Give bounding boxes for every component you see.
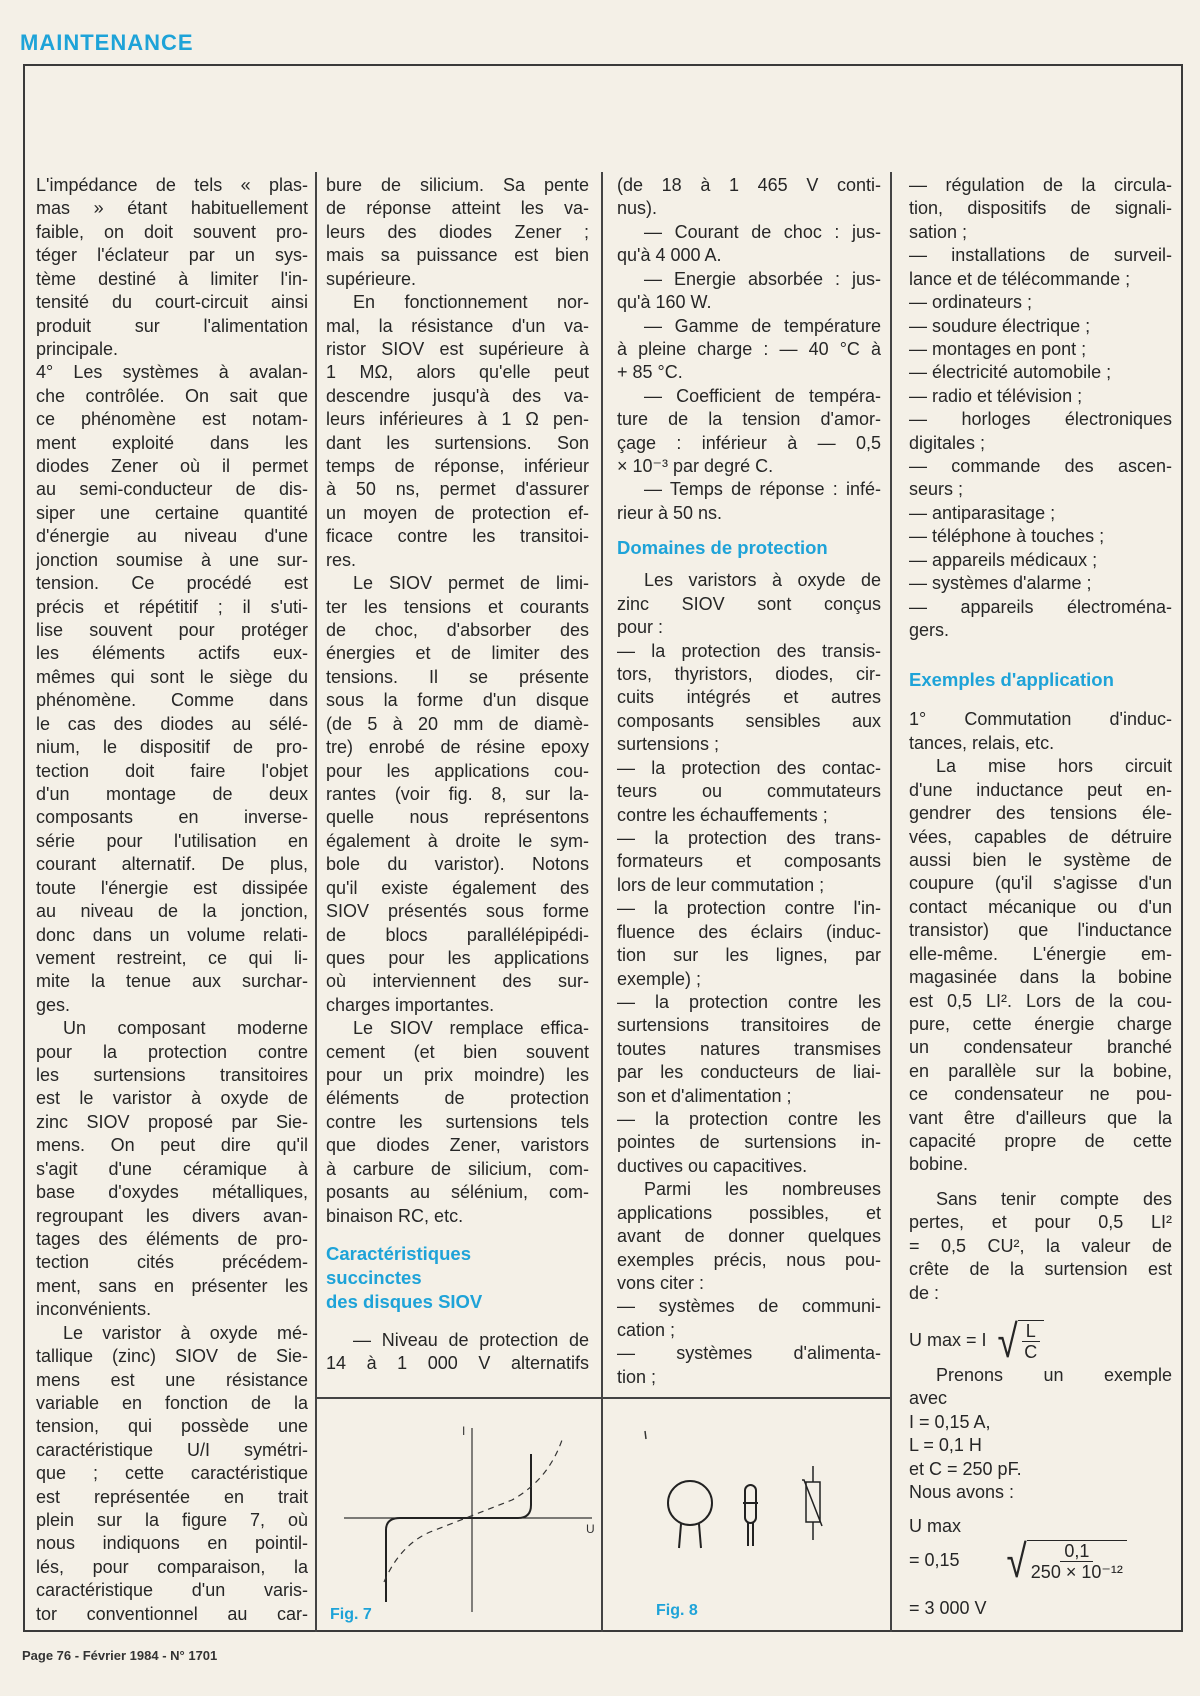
text-line: pointes de surtensions in- xyxy=(617,1132,881,1153)
text-line: éléments de protection xyxy=(326,1088,589,1109)
text-line: zinc SIOV sont conçus xyxy=(617,593,881,614)
varistor-disc-side-view xyxy=(743,1485,758,1546)
paragraph xyxy=(909,755,1172,1177)
text-line: d'une inductance peut en- xyxy=(909,779,1172,800)
text-line: ristor SIOV est supérieure à xyxy=(326,338,589,359)
column-divider xyxy=(890,172,892,1632)
text-line: est 0,5 LI². Lors de la cou- xyxy=(909,990,1172,1011)
text-line: temps de réponse, inférieur xyxy=(326,456,589,477)
text-line: inconvénients. xyxy=(36,1299,152,1320)
text-line: — systèmes d'alimenta- xyxy=(617,1343,881,1364)
text-line: rantes (voir fig. 8, sur la- xyxy=(326,783,589,804)
text-line: quelle nous représentons xyxy=(326,807,589,828)
heading-line: Caractéristiques xyxy=(326,1242,471,1264)
paragraph xyxy=(909,1515,1172,1538)
text-line: — radio et télévision ; xyxy=(909,385,1083,406)
text-line: Prenons un exemple xyxy=(936,1364,1172,1385)
figure-7-caption: Fig. 7 xyxy=(330,1606,372,1623)
text-line: transistor) que l'inductance xyxy=(909,920,1172,941)
paragraph xyxy=(617,385,881,479)
column-4 xyxy=(909,174,1172,1620)
text-line: principale. xyxy=(36,338,119,359)
text-line: mais sa puissance est bien xyxy=(326,245,589,266)
text-line: les éléments actifs eux- xyxy=(36,643,308,664)
paragraph xyxy=(909,455,1172,502)
text-line: nous indiquons en pointil- xyxy=(36,1533,308,1554)
page-footer: Page 76 - Février 1984 - N° 1701 xyxy=(22,1648,218,1663)
text-line: ce condensateur ne pou- xyxy=(909,1084,1172,1105)
text-line: Les varistors à oxyde de xyxy=(644,570,881,591)
text-line: contre les échauffements ; xyxy=(617,804,828,825)
text-line: — commande des ascen- xyxy=(909,456,1172,477)
text-line: tor conventionnel au car- xyxy=(36,1603,308,1624)
text-line: mêmes qui sont le siège du xyxy=(36,666,308,687)
paragraph xyxy=(909,291,1172,314)
text-line: à carbure de silicium, com- xyxy=(326,1158,589,1179)
text-line: U max xyxy=(909,1515,962,1536)
text-line: qu'à 4 000 A. xyxy=(617,245,722,266)
text-line: courant alternatif. De plus, xyxy=(36,854,308,875)
paragraph xyxy=(36,1017,308,1321)
text-line: seurs ; xyxy=(909,479,964,500)
text-line: le cas des diodes au sélé- xyxy=(36,713,308,734)
text-line: fluence des éclairs (induc- xyxy=(617,921,881,942)
text-line: toutes natures transmises xyxy=(617,1038,881,1059)
text-line: mite la tenue aux surchar- xyxy=(36,971,308,992)
text-line: pour les applications cou- xyxy=(326,760,589,781)
text-line: ques pour les applications xyxy=(326,947,589,968)
figure-8-varistor-drawings xyxy=(603,1399,890,1631)
axis-label-i: I xyxy=(462,1424,466,1438)
text-line: diodes Zener où il permet xyxy=(36,456,308,477)
text-line: magasinée dans la bobine xyxy=(909,967,1172,988)
text-line: de choc, d'absorber des xyxy=(326,620,589,641)
text-line: — appareils électroména- xyxy=(909,596,1172,617)
text-line: descendre jusqu'à des va- xyxy=(326,385,589,406)
paragraph xyxy=(909,502,1172,525)
text-line: (de 18 à 1 465 V conti- xyxy=(617,175,881,195)
text-line: tème destiné à limiter l'in- xyxy=(36,268,308,289)
text-line: tension. Ce procédé est xyxy=(36,573,308,594)
text-line: exemple) ; xyxy=(617,968,702,989)
text-line: toute l'énergie est dissipée xyxy=(36,877,308,898)
text-line: au semi-conducteur de dis- xyxy=(36,479,308,500)
text-line: — la protection des transis- xyxy=(617,640,881,661)
text-line: 14 à 1 000 V alternatifs xyxy=(326,1353,589,1374)
siov-curve-solid xyxy=(386,1454,531,1602)
text-line: — ordinateurs ; xyxy=(909,292,1033,313)
text-line: d'un montage de deux xyxy=(36,783,308,804)
text-line: — montages en pont ; xyxy=(909,338,1087,359)
text-line: tensité du court-circuit ainsi xyxy=(36,292,308,313)
text-line: bobine. xyxy=(909,1154,969,1175)
text-line: son et d'alimentation ; xyxy=(617,1085,792,1106)
paragraph xyxy=(617,221,881,268)
text-line: exemples précis, nous pou- xyxy=(617,1249,881,1270)
heading-line: succinctes xyxy=(326,1266,422,1288)
text-line: gendrer des tensions éle- xyxy=(909,803,1172,824)
text-line: lance et de télécommande ; xyxy=(909,268,1131,289)
text-line: vons citer : xyxy=(617,1272,705,1293)
text-line: rieur à 50 ns. xyxy=(617,502,723,523)
paragraph xyxy=(617,174,881,221)
text-line: — la protection des trans- xyxy=(617,827,881,848)
text-line: ficace contre les transitoi- xyxy=(326,526,589,547)
text-line: supérieure. xyxy=(326,268,417,289)
paragraph xyxy=(909,361,1172,384)
text-line: tages des éléments de pro- xyxy=(36,1228,308,1249)
paragraph xyxy=(909,315,1172,338)
text-line: avant de donner quelques xyxy=(617,1226,881,1247)
text-line: à pleine charge : — 40 °C à xyxy=(617,338,881,359)
text-line: binaison RC, etc. xyxy=(326,1205,464,1226)
paragraph xyxy=(617,640,881,757)
heading-line: des disques SIOV xyxy=(326,1290,483,1312)
text-line: série pour l'utilisation en xyxy=(36,830,308,851)
text-line: d'énergie au niveau d'une xyxy=(36,526,308,547)
text-line: + 85 °C. xyxy=(617,362,683,383)
text-line: — la protection contre les xyxy=(617,991,881,1012)
text-line: — régulation de la circula- xyxy=(909,175,1172,195)
text-line: avec xyxy=(909,1388,948,1409)
text-line: — soudure électrique ; xyxy=(909,315,1091,336)
text-line: surtensions ; xyxy=(617,734,720,755)
text-line: base d'oxydes métalliques, xyxy=(36,1182,308,1203)
text-line: — Energie absorbée : jus- xyxy=(644,268,881,289)
heading-line: Domaines de protection xyxy=(617,537,828,559)
text-line: que diodes Zener, varistors xyxy=(326,1135,589,1156)
text-line: bole du varistor). Notons xyxy=(326,854,589,875)
axis-label-u: U xyxy=(586,1522,595,1536)
text-line: de : xyxy=(909,1282,940,1303)
text-line: tection cités précédem- xyxy=(36,1252,308,1273)
text-line: pour : xyxy=(617,617,664,638)
fraction xyxy=(1027,1540,1127,1582)
paragraph xyxy=(617,268,881,315)
text-line: regroupant les divers avan- xyxy=(36,1205,308,1226)
text-line: crête de la surtension est xyxy=(909,1259,1172,1280)
paragraph xyxy=(909,408,1172,455)
section-header: MAINTENANCE xyxy=(20,30,194,55)
text-line: = 0,5 CU², la valeur de xyxy=(909,1235,1172,1256)
heading-line: Exemples d'application xyxy=(909,669,1114,691)
column-2 xyxy=(326,174,589,1376)
formula-lhs: U max = I xyxy=(909,1330,987,1351)
text-line: caractéristique d'un varis- xyxy=(36,1580,308,1601)
text-line: bure de silicium. Sa pente xyxy=(326,175,589,195)
text-line: faible, on doit souvent pro- xyxy=(36,221,308,242)
text-line: — Coefficient de tempéra- xyxy=(644,385,881,406)
text-line: — la protection contre l'in- xyxy=(617,898,881,919)
paragraph xyxy=(909,1597,1172,1620)
paragraph xyxy=(617,1342,881,1389)
text-line: phénomène. Comme dans xyxy=(36,690,308,711)
text-line: Un composant moderne xyxy=(63,1018,308,1039)
text-line: mas » étant habituellement xyxy=(36,198,308,219)
text-line: plein sur la figure 7, où xyxy=(36,1510,308,1531)
text-line: digitales ; xyxy=(909,432,986,453)
paragraph xyxy=(909,1458,1172,1481)
text-line: tion sur les lignes, par xyxy=(617,945,881,966)
paragraph xyxy=(617,757,881,827)
paragraph xyxy=(326,572,589,1017)
paragraph xyxy=(909,1364,1172,1411)
text-line: I = 0,15 A, xyxy=(909,1411,991,1432)
paragraph xyxy=(617,1295,881,1342)
text-line: vant être d'ailleurs que la xyxy=(909,1107,1172,1128)
text-line: che contrôlée. On sait que xyxy=(36,385,308,406)
paragraph xyxy=(909,244,1172,291)
text-line: ter les tensions et courants xyxy=(326,596,589,617)
text-line: — la protection contre les xyxy=(617,1109,881,1130)
text-line: × 10⁻³ par degré C. xyxy=(617,456,774,477)
paragraph xyxy=(326,174,589,291)
paragraph xyxy=(326,1017,589,1228)
text-line: applications possibles, et xyxy=(617,1202,881,1223)
text-line: Le SIOV remplace effica- xyxy=(353,1018,589,1039)
text-line: zinc SIOV proposé par Sie- xyxy=(36,1111,308,1132)
text-line: variable en fonction de la xyxy=(36,1392,308,1413)
text-line: est représentée en trait xyxy=(36,1486,308,1507)
numerator: L xyxy=(1022,1321,1040,1342)
text-line: tre) enrobé de résine epoxy xyxy=(326,737,589,758)
column-1 xyxy=(36,174,308,1626)
text-line: contre les surtensions tels xyxy=(326,1111,589,1132)
text-line: que ; cette caractéristique xyxy=(36,1463,308,1484)
text-line: nus). xyxy=(617,198,658,219)
text-line: L = 0,1 H xyxy=(909,1435,982,1456)
text-line: mens est une résistance xyxy=(36,1369,308,1390)
text-line: un condensateur branché xyxy=(909,1037,1172,1058)
text-line: tallique (zinc) SIOV de Sie- xyxy=(36,1346,308,1367)
text-line: La mise hors circuit xyxy=(936,756,1172,777)
text-line: tion, dispositifs de signali- xyxy=(909,198,1172,219)
text-line: téger l'éclateur par un sys- xyxy=(36,245,308,266)
text-line: pertes, et pour 0,5 LI² xyxy=(909,1212,1172,1233)
text-line: qu'il existe également des xyxy=(326,877,589,898)
text-line: où interviennent des sur- xyxy=(326,971,589,992)
text-line: leurs des diodes Zener ; xyxy=(326,221,589,242)
text-line: qu'à 160 W. xyxy=(617,292,712,313)
text-line: — Niveau de protection de xyxy=(353,1329,589,1350)
text-line: — appareils médicaux ; xyxy=(909,549,1098,570)
text-line: formateurs et composants xyxy=(617,851,881,872)
text-line: tors, thyristors, diodes, cir- xyxy=(617,664,881,685)
text-line: cation ; xyxy=(617,1319,676,1340)
paragraph xyxy=(36,1322,308,1626)
text-line: leurs inférieures à 1 Ω pen- xyxy=(326,409,589,430)
text-line: capacité propre de cette xyxy=(909,1131,1172,1152)
paragraph xyxy=(326,291,589,572)
text-line: ture de la tension d'amor- xyxy=(617,409,881,430)
text-line: dant les surtensions. Son xyxy=(326,432,589,453)
figure-8-caption: Fig. 8 xyxy=(656,1602,698,1619)
figure-7-characteristic-plot xyxy=(316,1399,601,1631)
text-line: Sans tenir compte des xyxy=(936,1188,1172,1209)
text-line: tensions. Il se présente xyxy=(326,666,589,687)
text-line: çage : inférieur à — 0,5 xyxy=(617,432,881,453)
paragraph xyxy=(617,1108,881,1178)
paragraph xyxy=(909,525,1172,548)
denominator: C xyxy=(1024,1341,1038,1362)
paragraph xyxy=(909,338,1172,361)
paragraph xyxy=(617,315,881,385)
text-line: lés, pour comparaison, la xyxy=(36,1556,308,1577)
text-line: surtensions transitoires de xyxy=(617,1015,881,1036)
paragraph xyxy=(617,897,881,991)
text-line: = 3 000 V xyxy=(909,1597,987,1618)
text-line: ges. xyxy=(36,994,71,1015)
text-line: — installations de surveil- xyxy=(909,245,1172,266)
text-line: — électricité automobile ; xyxy=(909,362,1112,383)
text-line: également à droite le sym- xyxy=(326,830,589,851)
text-line: 1° Commutation d'induc- xyxy=(909,709,1172,730)
text-line: ductives ou capacitives. xyxy=(617,1155,808,1176)
text-line: mens. On peut dire qu'il xyxy=(36,1135,308,1156)
text-line: vement restreint, ce qui li- xyxy=(36,947,308,968)
square-root-sign: √ xyxy=(997,1314,1018,1367)
paragraph xyxy=(909,572,1172,595)
paragraph xyxy=(36,361,308,1017)
text-line: donc dans un volume relati- xyxy=(36,924,308,945)
section-heading xyxy=(326,1242,589,1314)
formula-lhs: = 0,15 xyxy=(909,1550,960,1571)
text-line: au niveau de la jonction, xyxy=(36,901,308,922)
text-line: lise souvent pour protéger xyxy=(36,620,308,641)
text-line: tances, relais, etc. xyxy=(909,732,1055,753)
fraction xyxy=(1018,1320,1044,1362)
text-line: — horloges électroniques xyxy=(909,409,1172,430)
text-line: nium, le dispositif de pro- xyxy=(36,737,308,758)
text-line: par les conducteurs de liai- xyxy=(617,1062,881,1083)
paragraph xyxy=(909,596,1172,643)
text-line: ment, sans en présenter les xyxy=(36,1275,308,1296)
text-line: composants en inverse- xyxy=(36,807,308,828)
text-line: — téléphone à touches ; xyxy=(909,526,1105,547)
text-line: — Temps de réponse : infé- xyxy=(644,479,881,500)
paragraph xyxy=(326,1329,589,1376)
paragraph xyxy=(617,569,881,639)
text-line: cuits intégrés et autres xyxy=(617,687,881,708)
paragraph xyxy=(909,1188,1172,1305)
text-line: tion ; xyxy=(617,1366,657,1387)
text-line: En fonctionnement nor- xyxy=(353,292,589,313)
text-line: charges importantes. xyxy=(326,994,495,1015)
paragraph xyxy=(617,827,881,897)
text-line: (de 5 à 20 mm de diamè- xyxy=(326,713,589,734)
paragraph xyxy=(617,478,881,525)
text-line: SIOV présentés sous forme xyxy=(326,901,589,922)
varistor-disc-front-view xyxy=(668,1481,712,1548)
text-line: siper une certaine quantité xyxy=(36,502,308,523)
text-line: posants au sélénium, com- xyxy=(326,1182,589,1203)
text-line: sous la forme d'un disque xyxy=(326,690,589,711)
conventional-varistor-curve-dashed xyxy=(384,1440,562,1582)
text-line: caractéristique U/I symétri- xyxy=(36,1439,308,1460)
paragraph xyxy=(909,174,1172,244)
text-line: — antiparasitage ; xyxy=(909,502,1056,523)
denominator: 250 × 10⁻¹² xyxy=(1030,1561,1123,1582)
paragraph xyxy=(909,549,1172,572)
text-line: s'agit d'une céramique à xyxy=(36,1158,308,1179)
text-line: composants sensibles aux xyxy=(617,710,881,731)
paragraph xyxy=(909,1481,1172,1504)
paragraph xyxy=(909,708,1172,755)
text-line: énergies et de limiter des xyxy=(326,643,589,664)
text-line: aussi bien le système de xyxy=(909,849,1172,870)
text-line: Le SIOV permet de limi- xyxy=(353,573,589,594)
text-line: teurs ou commutateurs xyxy=(617,781,881,802)
formula xyxy=(909,1314,1172,1367)
text-line: pure, cette énergie charge xyxy=(909,1013,1172,1034)
formula xyxy=(909,1534,1172,1587)
square-root-sign: √ xyxy=(1006,1534,1027,1587)
paragraph xyxy=(36,174,308,361)
text-line: les surtensions transitoires xyxy=(36,1065,308,1086)
text-line: coupure (qu'il s'agisse d'un xyxy=(909,873,1172,894)
text-line: et C = 250 pF. xyxy=(909,1458,1022,1479)
text-line: — Courant de choc : jus- xyxy=(644,221,881,242)
text-line: un moyen de protection ef- xyxy=(326,502,589,523)
text-line: contact mécanique ou d'un xyxy=(909,896,1172,917)
text-line: cement (et bien souvent xyxy=(326,1041,589,1062)
text-line: tection doit faire l'objet xyxy=(36,760,308,781)
text-line: lors de leur commutation ; xyxy=(617,874,825,895)
text-line: ce phénomène est notam- xyxy=(36,409,308,430)
text-line: de réponse atteint les va- xyxy=(326,198,589,219)
text-line: précis et répétitif ; il s'uti- xyxy=(36,596,308,617)
text-line: — Gamme de température xyxy=(644,315,881,336)
text-line: — systèmes de communi- xyxy=(617,1296,881,1317)
text-line: gers. xyxy=(909,620,950,641)
text-line: 1 MΩ, alors qu'elle peut xyxy=(326,362,589,383)
text-line: vées, capables de détruire xyxy=(909,826,1172,847)
paragraph xyxy=(909,385,1172,408)
paragraph xyxy=(909,1411,1172,1434)
text-line: — systèmes d'alarme ; xyxy=(909,573,1092,594)
text-line: pour la protection contre xyxy=(36,1041,308,1062)
text-line: Parmi les nombreuses xyxy=(644,1179,881,1200)
paragraph xyxy=(617,1178,881,1295)
text-line: res. xyxy=(326,549,357,570)
text-line: Le varistor à oxyde mé- xyxy=(63,1322,308,1343)
text-line: — la protection des contac- xyxy=(617,757,881,778)
text-line: produit sur l'alimentation xyxy=(36,315,308,336)
text-line: Nous avons : xyxy=(909,1482,1015,1503)
section-heading xyxy=(909,668,1172,692)
text-line: à 50 ns, permet d'assurer xyxy=(326,479,589,500)
text-line: tension, qui possède une xyxy=(36,1416,308,1437)
text-line: de blocs parallélépipédi- xyxy=(326,924,589,945)
text-line: est le varistor à oxyde de xyxy=(36,1088,308,1109)
paragraph xyxy=(617,991,881,1108)
section-heading xyxy=(617,536,881,560)
text-line: pour un prix moindre) les xyxy=(326,1065,589,1086)
column-3 xyxy=(617,174,881,1389)
text-line: en parallèle sur la bobine, xyxy=(909,1060,1172,1081)
text-line: 4° Les systèmes à avalan- xyxy=(36,362,308,383)
text-line: L'impédance de tels « plas- xyxy=(36,175,308,195)
paragraph xyxy=(909,1434,1172,1457)
numerator: 0,1 xyxy=(1060,1541,1093,1562)
text-line: ment exploité dans les xyxy=(36,432,308,453)
varistor-symbol xyxy=(802,1466,822,1540)
text-line: sation ; xyxy=(909,221,968,242)
text-line: mal, la résistance d'un va- xyxy=(326,315,589,336)
text-line: elle-même. L'énergie em- xyxy=(909,943,1172,964)
text-line: jonction soumise à une sur- xyxy=(36,549,308,570)
